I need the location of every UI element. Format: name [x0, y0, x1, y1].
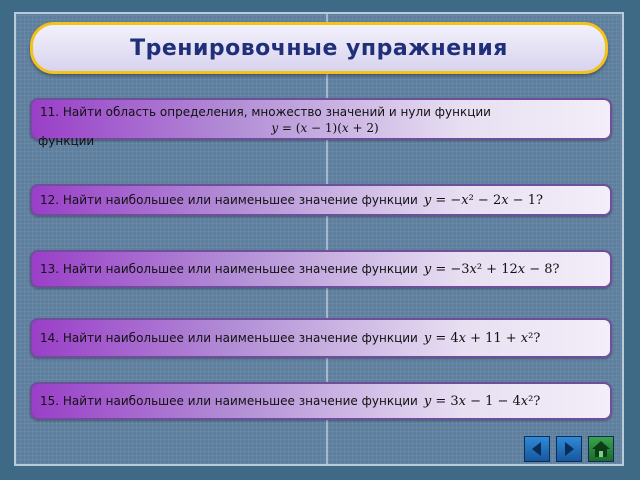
task-13-text: 13. Найти наибольшее или наименьшее значение функции — [40, 262, 418, 276]
home-icon — [589, 437, 613, 461]
task-11-text: 11. Найти область определения, множество значений и нули функции — [40, 105, 491, 119]
task-11-formula: 𝑦 = (𝑥 − 1)(𝑥 + 2) — [271, 121, 379, 135]
next-slide-button[interactable] — [556, 436, 582, 462]
arrow-right-icon — [557, 437, 581, 461]
task-14-text: 14. Найти наибольшее или наименьшее значение функции — [40, 331, 418, 345]
task-11 — [30, 98, 612, 140]
task-12-formula: 𝑦 = −𝑥² − 2𝑥 − 1? — [423, 192, 543, 208]
task-13 — [30, 250, 612, 288]
task-12 — [30, 184, 612, 216]
prev-slide-button[interactable] — [524, 436, 550, 462]
title-banner — [30, 22, 608, 74]
task-14 — [30, 318, 612, 358]
task-12-text: 12. Найти наибольшее или наименьшее значение функции — [40, 193, 418, 207]
task-14-formula: 𝑦 = 4𝑥 + 11 + 𝑥²? — [423, 330, 541, 346]
task-15-text: 15. Найти наибольшее или наименьшее значение функции — [40, 394, 418, 408]
task-15 — [30, 382, 612, 420]
task-11-overflow-text: функции — [38, 134, 95, 148]
home-button[interactable] — [588, 436, 614, 462]
arrow-left-icon — [525, 437, 549, 461]
task-15-formula: 𝑦 = 3𝑥 − 1 − 4𝑥²? — [423, 393, 541, 409]
task-13-formula: 𝑦 = −3𝑥² + 12𝑥 − 8? — [423, 261, 560, 277]
page-title: Тренировочные упражнения — [130, 35, 508, 61]
